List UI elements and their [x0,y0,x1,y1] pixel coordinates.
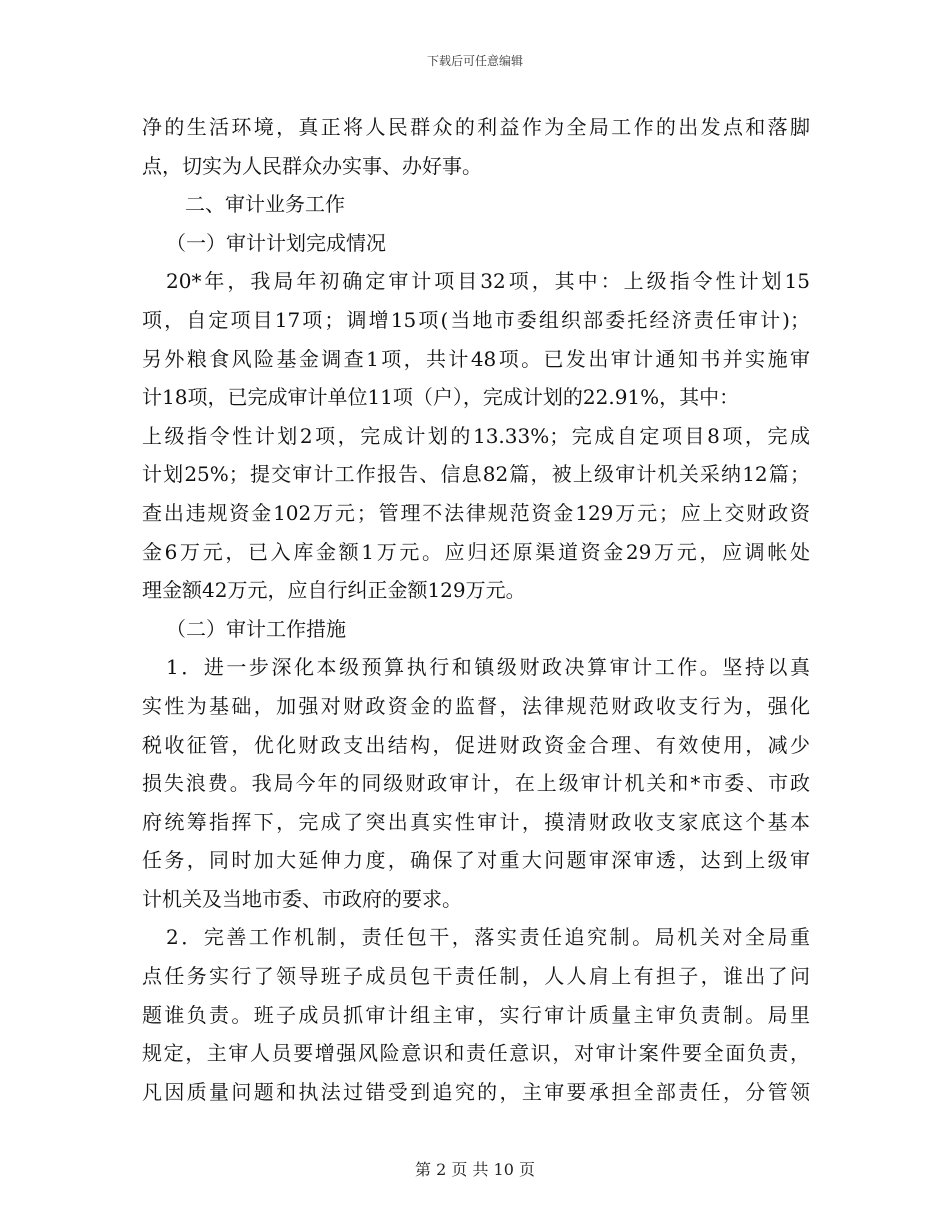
body-line: 税收征管，优化财政支出结构，促进财政资金合理、有效使用，减少 [142,732,810,757]
body-line: 题谁负责。班子成员抓审计组主审，实行审计质量主审负责制。局里 [142,1002,810,1027]
page-number: 第 2 页 共 10 页 [415,1160,535,1179]
body-line: 上级指令性计划2项，完成计划的13.33%；完成自定项目8项，完成 [142,423,810,448]
body-line: 损失浪费。我局今年的同级财政审计，在上级审计机关和*市委、市政 [142,771,810,796]
subsection-heading: （一）审计计划完成情况 [166,230,386,255]
body-line: 计机关及当地市委、市政府的要求。 [142,886,462,911]
body-line: 凡因质量问题和执法过错受到追究的，主审要承担全部责任，分管领 [142,1079,810,1104]
body-line: 2．完善工作机制，责任包干，落实责任追究制。局机关对全局重 [166,925,810,950]
body-line: 查出违规资金102万元；管理不法律规范资金129万元；应上交财政资 [142,500,810,525]
body-line: 净的生活环境，真正将人民群众的利益作为全局工作的出发点和落脚 [142,115,810,139]
body-line: 金6万元，已入库金额1万元。应归还原渠道资金29万元，应调帐处 [142,539,810,564]
body-line: 1．进一步深化本级预算执行和镇级财政决算审计工作。坚持以真 [166,655,810,680]
document-body [142,108,810,1111]
subsection-heading: （二）审计工作措施 [166,616,346,641]
body-line: 点，切实为人民群众办实事、办好事。 [142,153,482,178]
body-line: 府统筹指挥下，完成了突出真实性审计，摸清财政收支家底这个基本 [142,809,810,834]
body-line: 任务，同时加大延伸力度，确保了对重大问题审深审透，达到上级审 [142,848,810,873]
body-line: 计18项，已完成审计单位11项（户），完成计划的22.91%，其中： [142,385,740,410]
body-line: 计划25%；提交审计工作报告、信息82篇，被上级审计机关采纳12篇； [142,462,810,487]
section-heading: 二、审计业务工作 [185,192,345,217]
body-line: 另外粮食风险基金调查1项，共计48项。已发出审计通知书并实施审 [142,346,810,371]
body-line: 规定，主审人员要增强风险意识和责任意识，对审计案件要全面负责， [142,1041,810,1066]
body-line: 20*年，我局年初确定审计项目32项，其中：上级指令性计划15 [166,269,810,294]
body-line: 实性为基础，加强对财政资金的监督，法律规范财政收支行为，强化 [142,693,810,718]
body-line: 理金额42万元，应自行纠正金额129万元。 [142,578,526,603]
body-line: 项，自定项目17项；调增15项(当地市委组织部委托经济责任审计)； [142,307,810,332]
page-header-note: 下载后可任意编辑 [426,54,523,68]
body-line: 点任务实行了领导班子成员包干责任制，人人肩上有担子，谁出了问 [142,964,810,989]
